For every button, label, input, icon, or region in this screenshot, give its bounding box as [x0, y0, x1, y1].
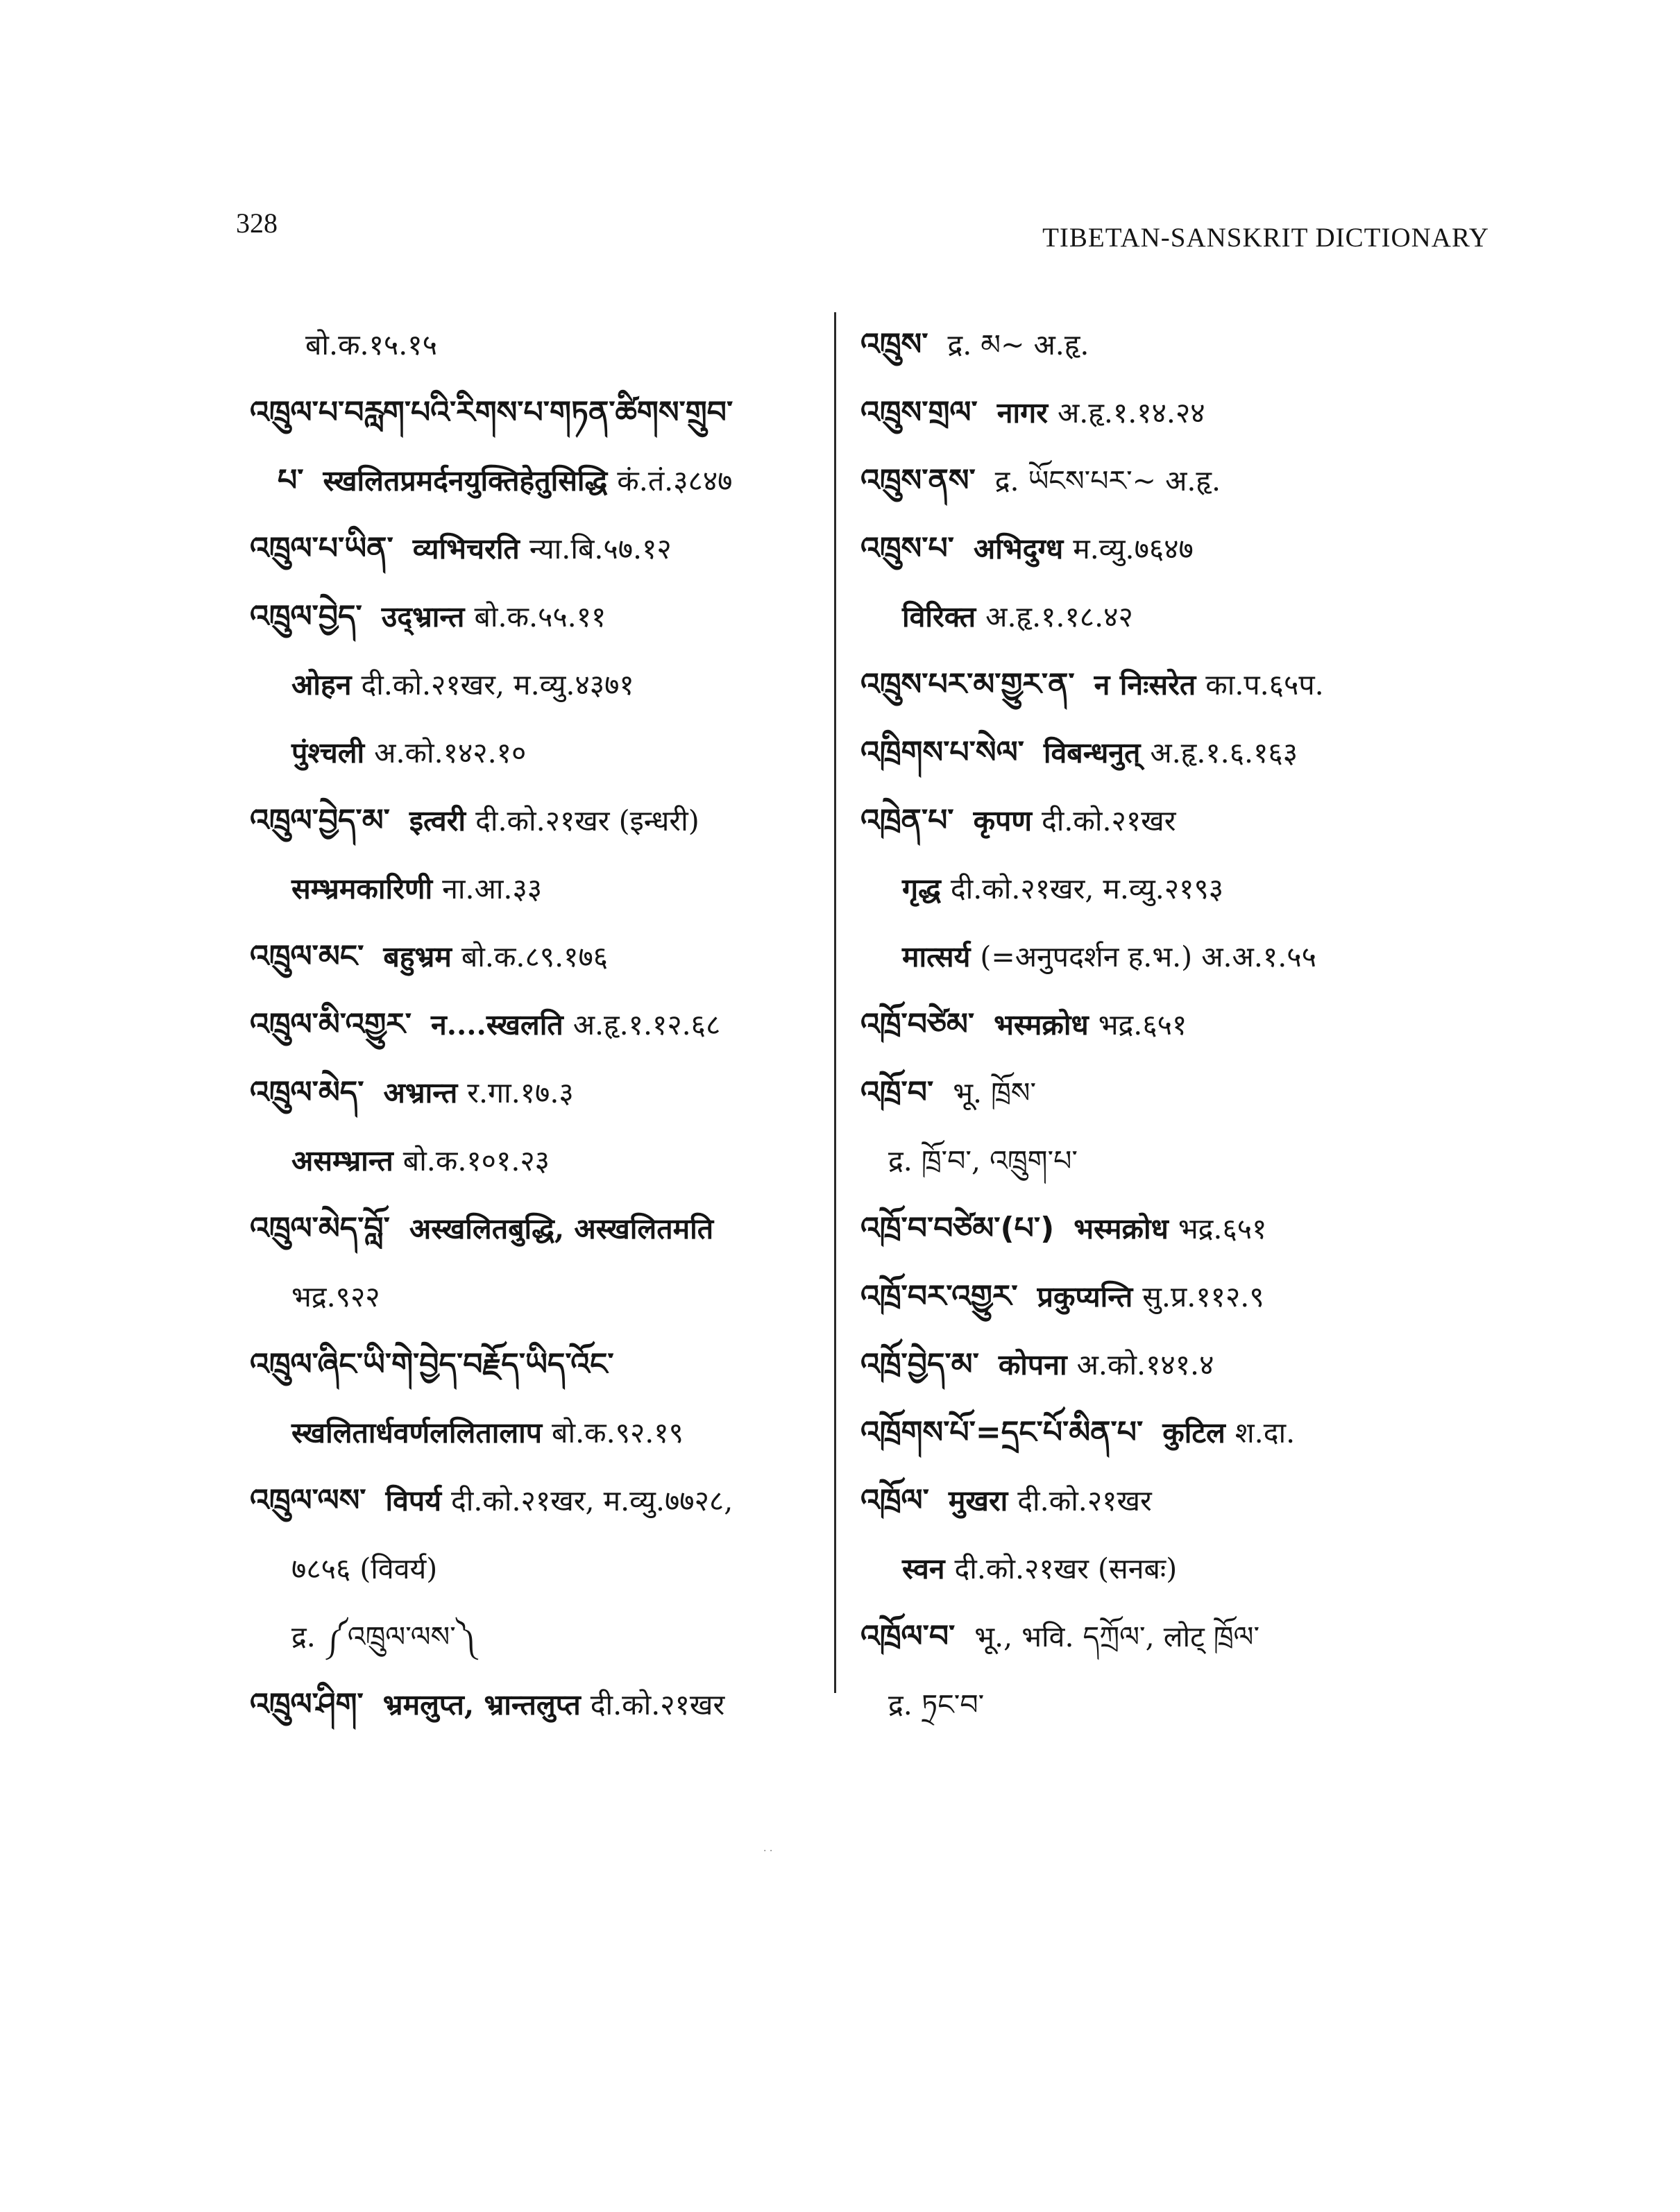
dictionary-line [860, 379, 1485, 447]
tibetan-headword: འཁྲུས་པར་མ་གྱུར་ན་ [860, 667, 1075, 702]
tibetan-headword: འཁྲུལ་པ་ཡིན་ [250, 531, 393, 566]
source-reference: द्र. མ~ अ.हृ. [947, 328, 1089, 361]
dictionary-line [250, 855, 833, 923]
sanskrit-equivalent: उद्भ्रान्त [381, 600, 465, 633]
sanskrit-equivalent: न....स्खलति [430, 1008, 563, 1041]
sanskrit-equivalent: भस्मक्रोध [1074, 1212, 1169, 1245]
dictionary-line [250, 583, 833, 651]
sanskrit-equivalent: स्खलितप्रमर्दनयुक्तिहेतुसिद्धि [323, 464, 608, 497]
source-reference: अ.हृ.१.१२.६८ [572, 1008, 721, 1041]
source-reference: बो.क.१५.१५ [305, 328, 437, 361]
source-reference: द्र. ཁྲོ་བ་, འཁྲུག་པ་ [888, 1144, 1078, 1177]
source-reference: सु.प्र.११२.९ [1142, 1280, 1264, 1313]
page-number: 328 [236, 207, 278, 239]
sanskrit-equivalent: कृपण [973, 804, 1032, 837]
dictionary-line [860, 1059, 1485, 1127]
sanskrit-equivalent: विबन्धनुत् [1043, 736, 1141, 769]
tibetan-headword: འཁྲུལ་ཞིང་ཡི་གེ་བྱེད་བརྗོད་ཡིད་འོང་ [250, 1347, 614, 1382]
dictionary-line [860, 787, 1485, 855]
sanskrit-equivalent: भ्रमलुप्त, भ्रान्तलुप्त [382, 1688, 581, 1721]
dictionary-line [250, 1127, 833, 1195]
source-reference: भू., भवि. དཀྲོལ་, लोट् ཁྲོལ་ [974, 1620, 1260, 1653]
page-header-title: TIBETAN-SANSKRIT DICTIONARY [1042, 223, 1489, 253]
dictionary-line [860, 651, 1485, 719]
source-reference: अ.हृ.१.१८.४२ [985, 600, 1133, 633]
dictionary-line [250, 651, 833, 719]
tibetan-headword: འཁྲོ་བཙེམ་ [860, 1007, 975, 1042]
tibetan-headword: འཁྲུལ་མེད་ [250, 1075, 364, 1110]
tibetan-headword: འཁྲོལ་བ་ [860, 1619, 956, 1654]
sanskrit-equivalent: स्खलितार्धवर्णललितालाप [291, 1416, 543, 1449]
dictionary-line [860, 1399, 1485, 1467]
sanskrit-equivalent: प्रकुप्यन्ति [1037, 1280, 1133, 1313]
source-reference: दी.को.२१खर, म.व्यु.४३७१ [361, 668, 634, 701]
tibetan-headword: འཁྲོ་བར་འགྱུར་ [860, 1279, 1018, 1314]
sanskrit-equivalent: ओहन [291, 668, 352, 701]
dictionary-line [860, 1263, 1485, 1331]
dictionary-line [250, 1467, 833, 1535]
source-reference: दी.को.२१खर, म.व्यु.२१९३ [950, 872, 1224, 905]
sanskrit-equivalent: बहुभ्रम [383, 940, 452, 973]
tibetan-headword: འཁྲུལ་མང་ [250, 939, 364, 974]
dictionary-line [860, 1671, 1485, 1739]
dictionary-line [250, 1671, 833, 1739]
source-reference: का.प.६५प. [1205, 668, 1324, 701]
source-reference: ना.आ.३३ [442, 872, 543, 905]
tibetan-headword: འཁྲོལ་ [860, 1483, 929, 1518]
dictionary-line [250, 1059, 833, 1127]
source-reference: कं.तं.३८४७ [617, 464, 733, 497]
sanskrit-equivalent: व्यभिचरति [412, 532, 520, 565]
sanskrit-equivalent: अस्खलितबुद्धि, अस्खलितमति [409, 1212, 714, 1245]
tibetan-headword: འཁྲོ་བ་བཙེམ་(པ་) [860, 1211, 1055, 1246]
sanskrit-equivalent: असम्भ्रान्त [291, 1144, 393, 1177]
tibetan-headword: འཁྲུལ་བྱེད་ [250, 599, 362, 634]
source-reference: द्र. ཏྲང་བ་ [888, 1688, 985, 1721]
tibetan-headword: འཁྲུལ་པ་བརླག་པའི་རིགས་པ་གཏན་ཚིགས་གྲུབ་ [250, 395, 733, 430]
source-reference: द्र. ༼འཁྲུལ་ལས་༽ [291, 1620, 477, 1653]
source-reference: न्या.बि.५७.१२ [529, 532, 672, 565]
dictionary-line [250, 787, 833, 855]
source-reference: दी.को.२१खर (इन्धरी) [475, 804, 699, 837]
dictionary-line [860, 1467, 1485, 1535]
sanskrit-equivalent: न निःसरेत [1094, 668, 1196, 701]
tibetan-headword: འཁྲུལ་ཤིག་ [250, 1687, 364, 1722]
dictionary-line [250, 447, 833, 515]
dictionary-line [250, 1535, 833, 1603]
sanskrit-equivalent: कुटिल [1162, 1416, 1225, 1449]
source-reference: (=अनुपदर्शन ह.भ.) अ.अ.१.५५ [980, 940, 1316, 973]
dictionary-line [860, 311, 1485, 379]
source-reference: अ.को.१४१.४ [1076, 1348, 1214, 1381]
dictionary-line [250, 1263, 833, 1331]
dictionary-line [860, 583, 1485, 651]
source-reference: भद्र.६५१ [1178, 1212, 1267, 1245]
dictionary-line [860, 447, 1485, 515]
tibetan-headword: འཁྲུལ་ལས་ [250, 1483, 366, 1518]
source-reference: अ.को.१४२.१० [374, 736, 527, 769]
source-reference: अ.हृ.१.१४.२४ [1057, 396, 1205, 429]
source-reference: बो.क.९२.१९ [552, 1416, 684, 1449]
dictionary-line [860, 855, 1485, 923]
sanskrit-equivalent: स्वन [902, 1552, 945, 1585]
scan-specks: · · [763, 1846, 773, 1857]
right-column [860, 311, 1485, 1739]
column-divider [834, 312, 836, 1693]
sanskrit-equivalent: इत्वरी [409, 804, 466, 837]
sanskrit-equivalent: विरिक्त [902, 600, 976, 633]
dictionary-line [250, 1195, 833, 1263]
left-column [250, 311, 833, 1739]
tibetan-headword: འཁྲུལ་མེད་བློ་ [250, 1211, 390, 1246]
tibetan-headword: འཁྲུལ་མི་འགྱུར་ [250, 1007, 411, 1042]
dictionary-line [860, 1535, 1485, 1603]
source-reference: म.व्यु.७६४७ [1073, 532, 1194, 565]
dictionary-line [860, 515, 1485, 583]
tibetan-headword: འཁྲུས་གྲལ་ [860, 395, 978, 430]
tibetan-headword: པ་ [278, 463, 304, 498]
source-reference: दी.को.२१खर (सनबः) [954, 1552, 1178, 1585]
tibetan-headword: འཁྲོ་བ་ [860, 1075, 934, 1110]
tibetan-headword: འཁྲུལ་བྱེད་མ་ [250, 803, 390, 838]
sanskrit-equivalent: मात्सर्य [902, 940, 971, 973]
dictionary-line [860, 1195, 1485, 1263]
dictionary-line [250, 1331, 833, 1399]
source-reference: दी.को.२१खर, म.व्यु.७७२८, [451, 1484, 733, 1517]
source-reference: बो.क.५५.११ [474, 600, 606, 633]
sanskrit-equivalent: विपर्य [385, 1484, 441, 1517]
source-reference: भद्र.९२२ [291, 1280, 380, 1313]
source-reference: भद्र.६५१ [1098, 1008, 1187, 1041]
dictionary-line [860, 1603, 1485, 1671]
tibetan-headword: འཁྲུས་ནས་ [860, 463, 976, 498]
dictionary-line [250, 515, 833, 583]
sanskrit-equivalent: भस्मक्रोध [994, 1008, 1089, 1041]
source-reference: दी.को.२१खर [1041, 804, 1176, 837]
sanskrit-equivalent: कोपना [998, 1348, 1067, 1381]
source-reference: र.गा.१७.३ [467, 1076, 574, 1109]
source-reference: बो.क.८९.१७६ [461, 940, 609, 973]
dictionary-line [860, 719, 1485, 787]
dictionary-line [860, 923, 1485, 991]
source-reference: दी.को.२१खर [1017, 1484, 1152, 1517]
dictionary-line [860, 991, 1485, 1059]
sanskrit-equivalent: गृद्ध [902, 872, 941, 905]
dictionary-line [250, 311, 833, 379]
tibetan-headword: འཁྲུས་པ་ [860, 531, 954, 566]
tibetan-headword: འཁྲུས་ [860, 327, 928, 362]
source-reference: बो.क.१०१.२३ [402, 1144, 550, 1177]
source-reference: द्र. ཡོངས་པར་~ अ.हृ. [994, 464, 1221, 497]
source-reference: श.दा. [1234, 1416, 1296, 1449]
sanskrit-equivalent: सम्भ्रमकारिणी [291, 872, 433, 905]
sanskrit-equivalent: नागर [996, 396, 1048, 429]
dictionary-line [250, 719, 833, 787]
sanskrit-equivalent: अभ्रान्त [383, 1076, 458, 1109]
sanskrit-equivalent: अभिदुग्ध [973, 532, 1064, 565]
dictionary-line [860, 1331, 1485, 1399]
dictionary-line [250, 1399, 833, 1467]
tibetan-headword: འཁྲོ་བྱེད་མ་ [860, 1347, 979, 1382]
dictionary-line [250, 923, 833, 991]
tibetan-headword: འཁྲིགས་པ་སེལ་ [860, 735, 1024, 770]
dictionary-line [860, 1127, 1485, 1195]
dictionary-line [250, 991, 833, 1059]
tibetan-headword: འཁྲེན་པ་ [860, 803, 954, 838]
source-reference: भू. ཁྲོས་ [953, 1076, 1037, 1109]
sanskrit-equivalent: मुखरा [948, 1484, 1008, 1517]
source-reference: ७८५६ (विवर्य) [291, 1552, 438, 1585]
source-reference: अ.हृ.१.६.१६३ [1150, 736, 1298, 769]
sanskrit-equivalent: पुंश्चली [291, 736, 365, 769]
tibetan-headword: འཁྲོགས་པོ་=དྲང་པོ་མིན་པ་ [860, 1415, 1144, 1450]
dictionary-line [250, 379, 833, 447]
dictionary-line [250, 1603, 833, 1671]
source-reference: दी.को.२१खर [590, 1688, 725, 1721]
